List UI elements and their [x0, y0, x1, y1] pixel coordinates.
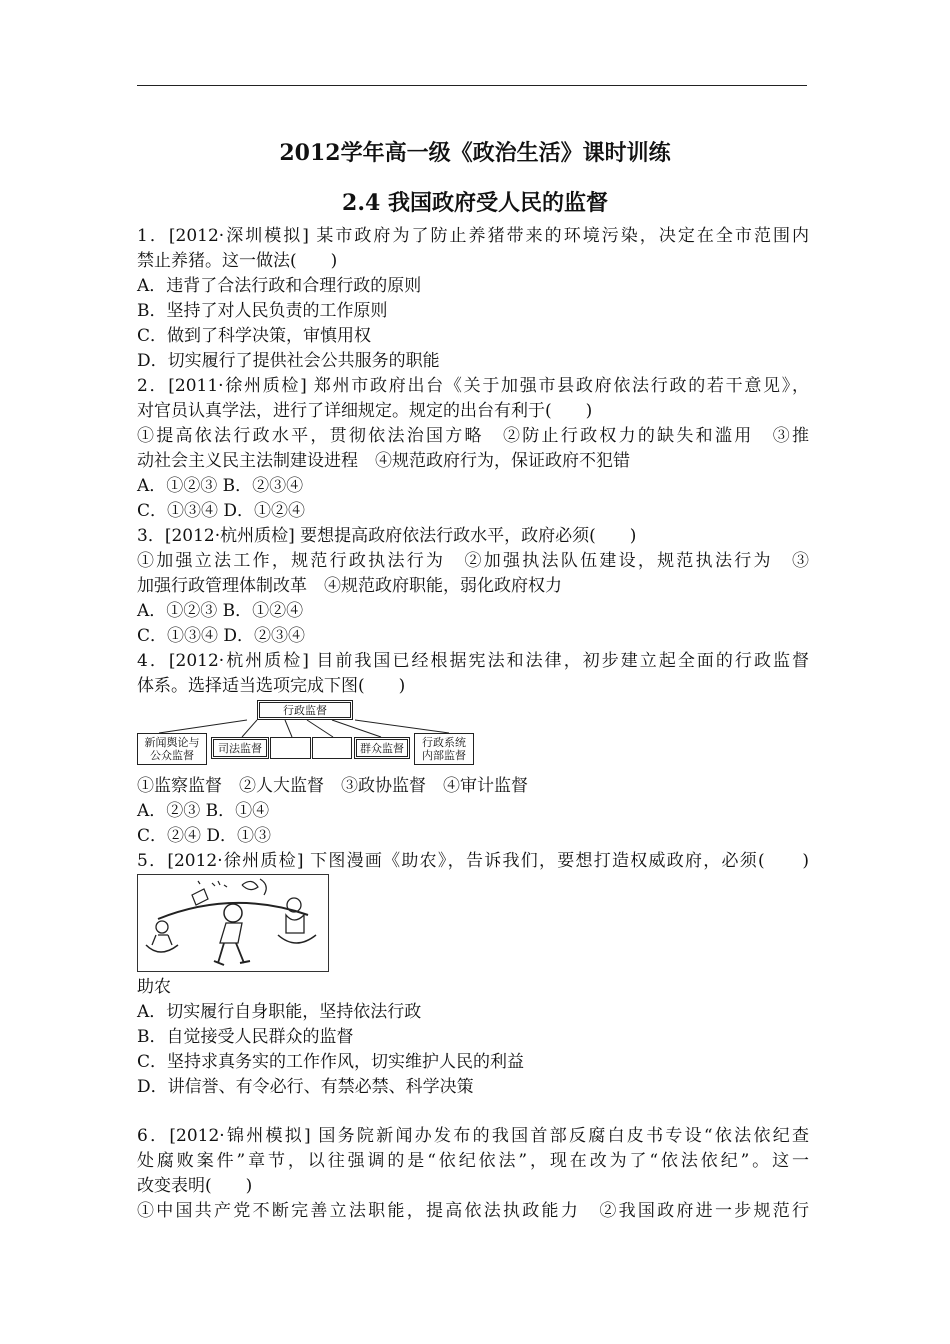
- diagram-box-internal: [414, 733, 474, 765]
- q4-items-line1: ①监察监督 ②人大监督 ③政协监督 ④审计监督: [137, 776, 528, 796]
- q6-stem-line1: 6．[2012·锦州模拟] 国务院新闻办发布的我国首部反腐白皮书专设“依法依纪查: [137, 1126, 809, 1146]
- diagram-box-media-line2: 公众监督: [150, 749, 194, 762]
- cartoon-drawing: [138, 875, 328, 971]
- diagram-root-box: [257, 700, 353, 720]
- q1-option-c: C．做到了科学决策，审慎用权: [137, 326, 372, 346]
- q4-option-cd: C．②④ D．①③: [137, 826, 272, 846]
- diagram-box-judicial-label: 司法监督: [218, 741, 262, 755]
- q1-option-b: B．坚持了对人民负责的工作原则: [137, 301, 388, 321]
- q5-option-b: B．自觉接受人民群众的监督: [137, 1027, 354, 1047]
- q5-option-a: A．切实履行自身职能，坚持依法行政: [137, 1002, 422, 1022]
- cartoon-image: [137, 874, 329, 972]
- diagram-box-masses: [354, 737, 410, 759]
- q2-items-line1: ①提高依法行政水平，贯彻依法治国方略 ②防止行政权力的缺失和滥用 ③推: [137, 426, 809, 446]
- q1-stem-line2: 禁止养猪。这一做法( ): [137, 251, 338, 271]
- q6-stem-line3: 改变表明( ): [137, 1176, 253, 1196]
- q6-stem-line2: 处腐败案件”章节，以往强调的是“依纪依法”，现在改为了“依法依纪”。这一: [137, 1151, 809, 1171]
- diagram-root-label: 行政监督: [283, 703, 327, 717]
- q2-option-cd: C．①③④ D．①②④: [137, 501, 306, 521]
- diagram-box-internal-line2: 内部监督: [422, 749, 466, 762]
- supervision-diagram: [137, 700, 482, 772]
- q5-option-c: C．坚持求真务实的工作作风，切实维护人民的利益: [137, 1052, 525, 1072]
- q2-items-line2: 动社会主义民主法制建设进程 ④规范政府行为，保证政府不犯错: [137, 451, 630, 471]
- q3-option-cd: C．①③④ D．②③④: [137, 626, 306, 646]
- q3-option-ab: A．①②③ B．①②④: [137, 601, 304, 621]
- q1-option-a: A．违背了合法行政和合理行政的原则: [137, 276, 422, 296]
- spacer: [137, 1100, 809, 1124]
- q1-option-d: D．切实履行了提供社会公共服务的职能: [137, 351, 440, 371]
- section-title: 2.4 我国政府受人民的监督: [342, 190, 608, 216]
- document-title: 2012学年高一级《政治生活》课时训练: [279, 140, 671, 166]
- diagram-box-internal-line1: 行政系统: [422, 736, 466, 749]
- q3-stem-line1: 3．[2012·杭州质检] 要想提高政府依法行政水平，政府必须( ): [137, 526, 637, 546]
- diagram-box-masses-label: 群众监督: [360, 741, 404, 755]
- q2-option-ab: A．①②③ B．②③④: [137, 476, 304, 496]
- q2-stem-line2: 对官员认真学法，进行了详细规定。规定的出台有利于( ): [137, 401, 593, 421]
- q4-option-ab: A．②③ B．①④: [137, 801, 270, 821]
- q6-items-line1: ①中国共产党不断完善立法职能，提高依法执政能力 ②我国政府进一步规范行: [137, 1201, 809, 1221]
- question-list: [137, 224, 809, 1224]
- diagram-box-blank-2: [312, 737, 352, 759]
- q4-stem-line2: 体系。选择适当选项完成下图( ): [137, 676, 406, 696]
- q5-option-d: D．讲信誉、有令必行、有禁必禁、科学决策: [137, 1077, 474, 1097]
- diagram-box-media-line1: 新闻舆论与: [144, 736, 200, 749]
- q3-items-line1: ①加强立法工作，规范行政执法行为 ②加强执法队伍建设，规范执法行为 ③: [137, 551, 809, 571]
- q2-stem-line1: 2．[2011·徐州质检] 郑州市政府出台《关于加强市县政府依法行政的若干意见》，: [137, 376, 809, 396]
- header-rule: [137, 85, 807, 86]
- q1-stem-line1: 1．[2012·深圳模拟] 某市政府为了防止养猪带来的环境污染，决定在全市范围内: [137, 226, 809, 246]
- cartoon-caption: 助农: [137, 977, 171, 997]
- diagram-box-media: [137, 733, 207, 765]
- q4-stem-line1: 4．[2012·杭州质检] 目前我国已经根据宪法和法律，初步建立起全面的行政监督: [137, 651, 809, 671]
- q3-items-line2: 加强行政管理体制改革 ④规范政府职能，弱化政府权力: [137, 576, 562, 596]
- diagram-box-blank-1: [270, 737, 311, 759]
- q5-stem-line1: 5．[2012·徐州质检] 下图漫画《助农》，告诉我们，要想打造权威政府，必须( ): [137, 851, 809, 871]
- diagram-box-judicial: [211, 737, 269, 759]
